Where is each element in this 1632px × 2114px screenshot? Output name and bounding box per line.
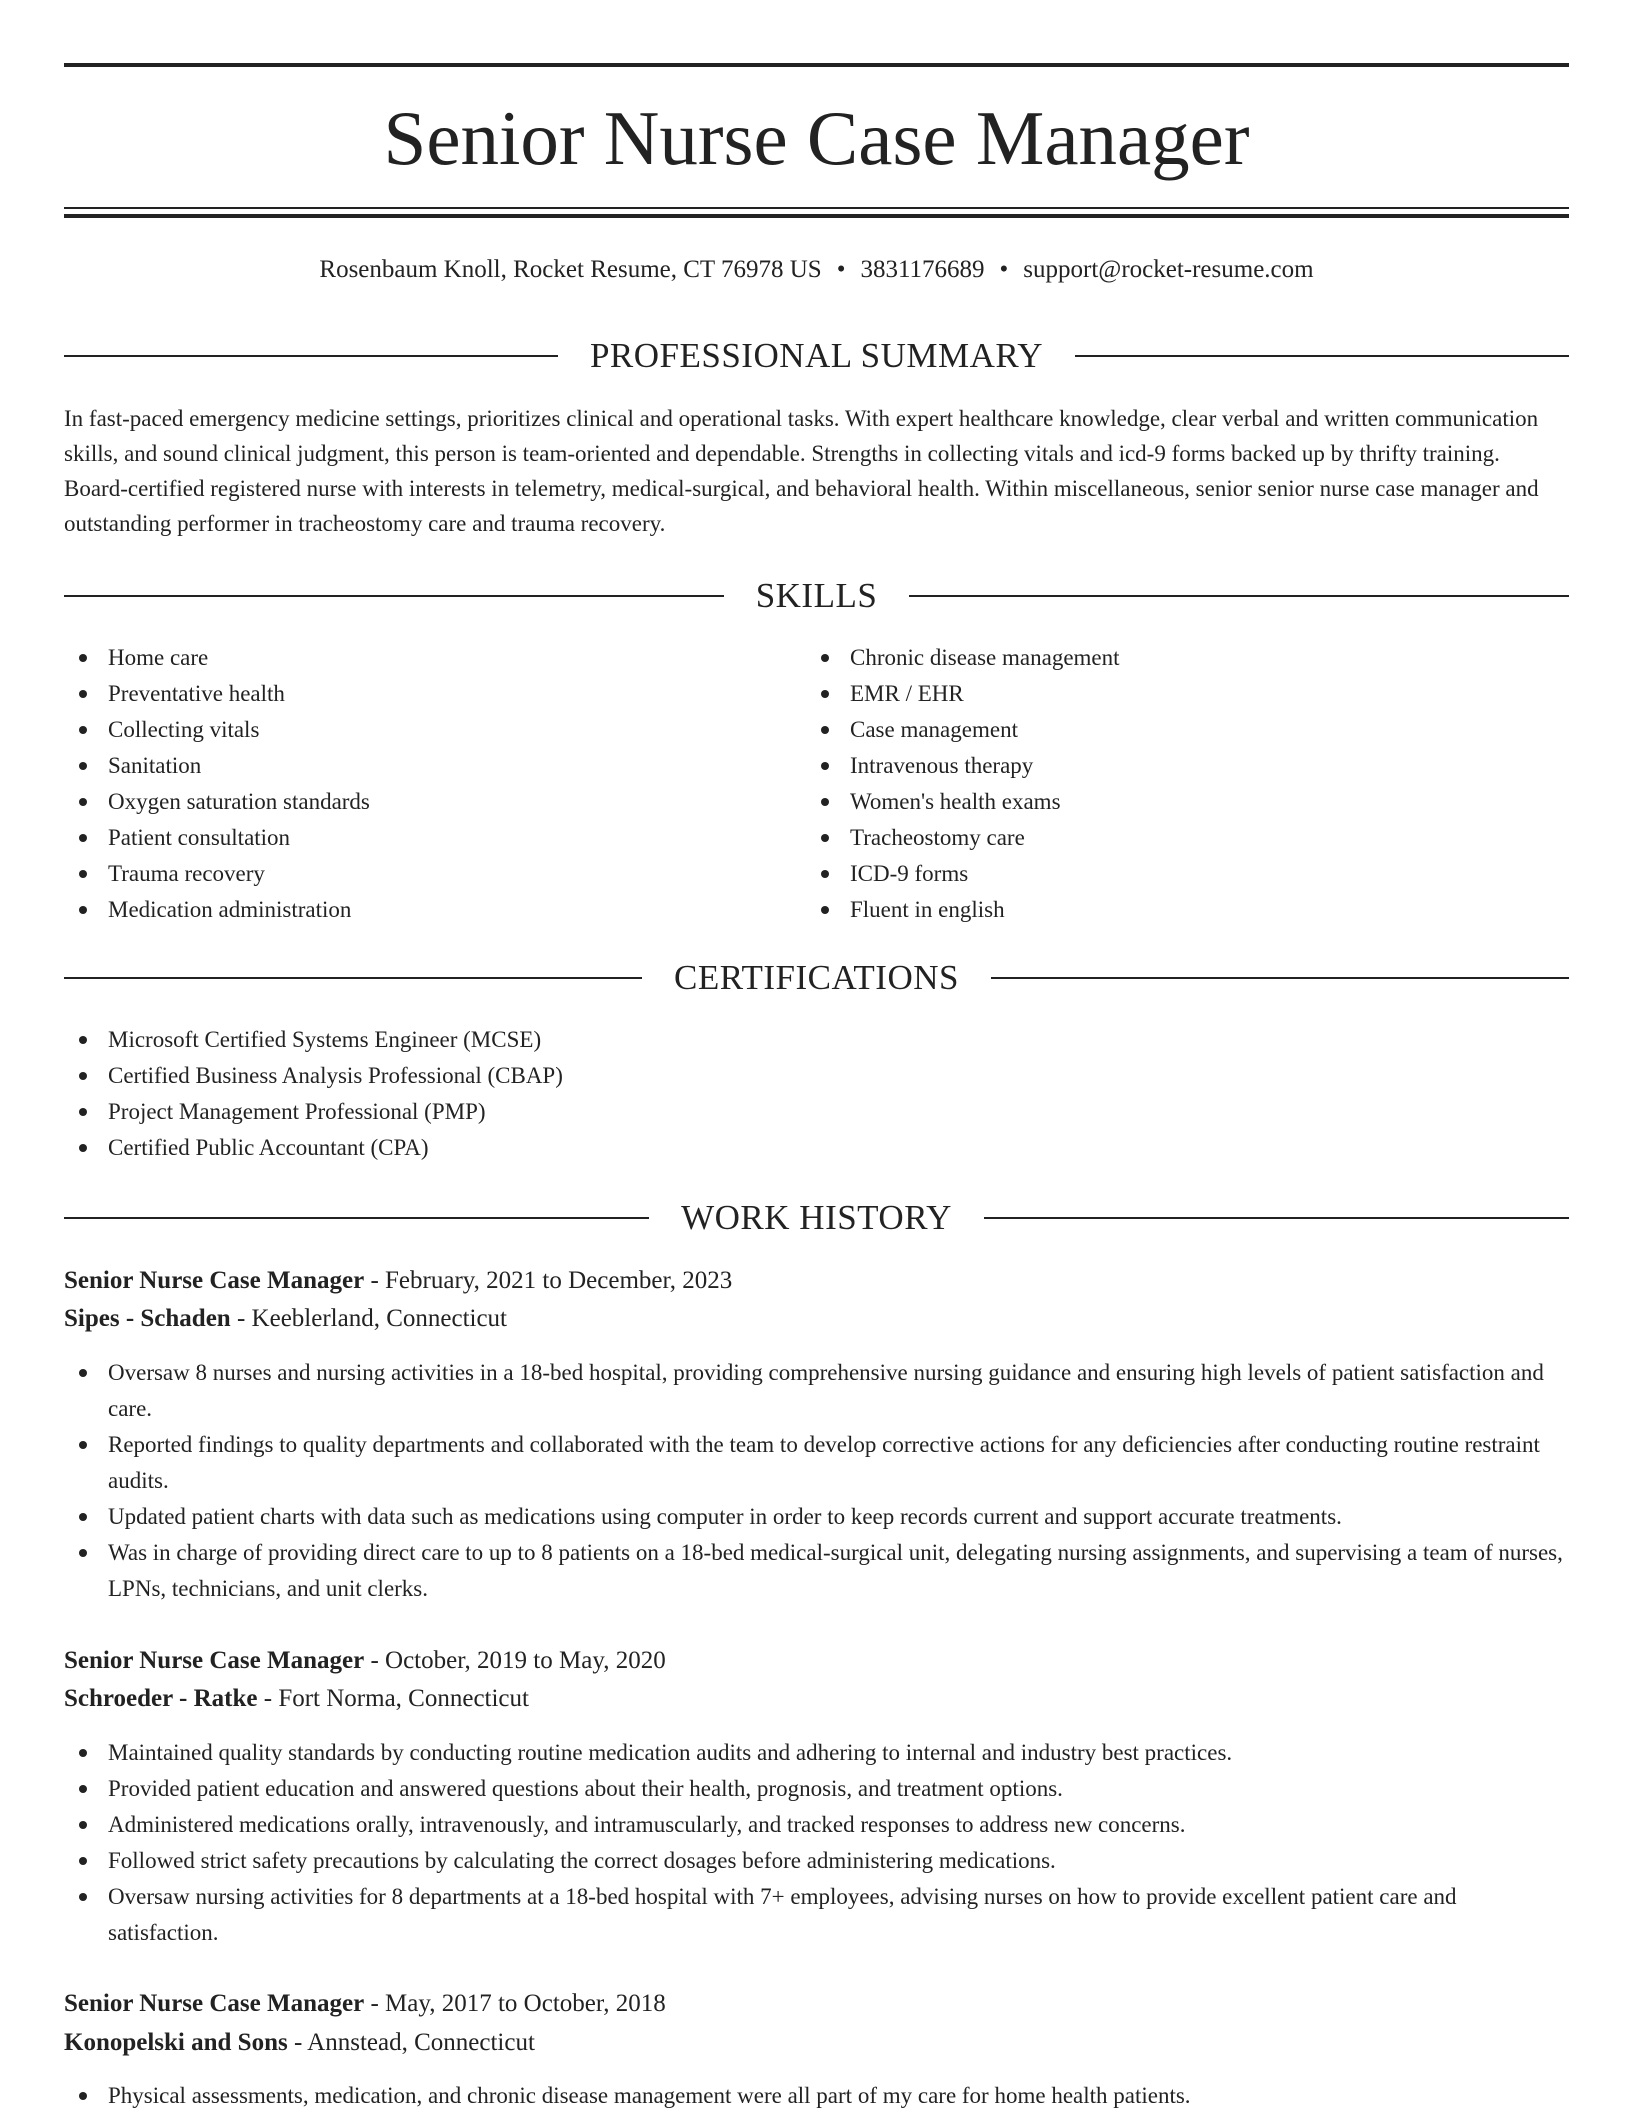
contact-separator: • [836,256,846,283]
skill-item [64,640,764,676]
bullet-icon [821,726,829,734]
skill-item [64,820,764,856]
job-duty-item [64,1735,1569,1771]
job-location: - Keeblerland, Connecticut [230,1305,508,1332]
bullet-icon [79,1549,87,1557]
job-dates: - October, 2019 to May, 2020 [364,1647,666,1674]
heading-rule-left [64,977,642,979]
page-title: Senior Nurse Case Manager [383,95,1250,181]
job-duty-item [64,2078,1569,2114]
skill-item-text: EMR / EHR [850,681,964,706]
bullet-icon [79,1821,87,1829]
skill-item [64,784,764,820]
job-company: Sipes - Schaden [64,1305,231,1332]
job-duties-list [64,1735,1569,1951]
bullet-icon [821,798,829,806]
skill-item [806,640,1566,676]
skill-item-text: Sanitation [108,753,202,778]
heading-rule-right [909,595,1569,597]
certification-item-text: Project Management Professional (PMP) [108,1099,486,1124]
skill-item-text: Women's health exams [850,789,1061,814]
certification-item-text: Microsoft Certified Systems Engineer (MCSE) [108,1027,542,1052]
job-title-line [64,1264,732,1298]
heading-rule-right [984,1217,1569,1219]
contact-separator: • [999,256,1009,283]
work-history-heading-label: WORK HISTORY [681,1198,952,1237]
job-duty-item [64,1355,1569,1427]
job-duty-item-text: Reported findings to quality departments and collaborated with the team to develop corrective actions for any deficiencies after conducting routine restraint audits. [108,1432,1540,1493]
work-history-heading [64,1198,1569,1238]
job-title-line [64,1987,666,2021]
job-duty-item [64,1771,1569,1807]
skill-item [64,892,764,928]
skill-item [806,712,1566,748]
skill-item-text: Medication administration [108,897,352,922]
bullet-icon [79,1369,87,1377]
summary-heading-label: PROFESSIONAL SUMMARY [589,336,1044,375]
bullet-icon [79,834,87,842]
skill-item [806,784,1566,820]
certifications-heading-label: CERTIFICATIONS [674,958,959,997]
bullet-icon [79,1036,87,1044]
job-duty-item-text: Updated patient charts with data such as medications using computer in order to keep records current and support accurate treatments. [108,1504,1342,1529]
job-duty-item-text: Maintained quality standards by conducting routine medication audits and adhering to internal and industry best practices. [108,1740,1233,1765]
certifications-list [64,1022,1564,1166]
certification-item [64,1058,1564,1094]
bullet-icon [79,762,87,770]
skill-item [64,712,764,748]
job-duty-item [64,1807,1569,1843]
job-company-line [64,1302,507,1336]
job-company: Schroeder - Ratke [64,1685,258,1712]
contact-phone: 3831176689 [860,256,985,283]
bullet-icon [79,1441,87,1449]
job-duty-item-text: Oversaw 8 nurses and nursing activities in a 18-bed hospital, providing comprehensive nursing guidance and ensuring high levels of patient satisfaction and care. [108,1360,1544,1421]
contact-line [64,254,1569,286]
bullet-icon [821,870,829,878]
bullet-icon [79,1749,87,1757]
bullet-icon [79,1893,87,1901]
job-duty-item-text: Followed strict safety precautions by calculating the correct dosages before administering medications. [108,1848,1056,1873]
skill-item-text: Collecting vitals [108,717,260,742]
job-dates: - May, 2017 to October, 2018 [364,1990,666,2017]
job-location: - Annstead, Connecticut [287,2029,535,2056]
skill-item-text: Trauma recovery [108,861,265,886]
skill-item [806,856,1566,892]
certification-item-text: Certified Public Accountant (CPA) [108,1135,429,1160]
job-duty-item [64,1535,1569,1607]
contact-address: Rosenbaum Knoll, Rocket Resume, CT 76978 US [319,256,822,283]
skill-item-text: Home care [108,645,209,670]
job-dates: - February, 2021 to December, 2023 [364,1267,733,1294]
bullet-icon [79,1108,87,1116]
job-duty-item [64,1427,1569,1499]
bullet-icon [79,690,87,698]
title-bottom-rule-1 [64,207,1569,209]
job-duty-item [64,1499,1569,1535]
skill-item [806,748,1566,784]
bullet-icon [79,1513,87,1521]
skill-item-text: ICD-9 forms [850,861,969,886]
bullet-icon [821,762,829,770]
bullet-icon [79,906,87,914]
job-duties-list [64,2078,1569,2114]
heading-rule-right [1075,355,1569,357]
skill-item [806,676,1566,712]
job-title: Senior Nurse Case Manager [64,1647,365,1674]
bullet-icon [821,834,829,842]
bullet-icon [821,654,829,662]
certification-item [64,1094,1564,1130]
skills-list-right [806,640,1566,928]
job-duty-item [64,1879,1569,1951]
job-company-line [64,1682,529,1716]
skill-item [64,856,764,892]
heading-rule-left [64,355,558,357]
bullet-icon [79,726,87,734]
certification-item-text: Certified Business Analysis Professional (CBAP) [108,1063,563,1088]
bullet-icon [79,1857,87,1865]
job-duty-item [64,1843,1569,1879]
job-duty-item-text: Physical assessments, medication, and chronic disease management were all part of my care for home health patients. [108,2083,1191,2108]
heading-rule-left [64,595,724,597]
job-company-line [64,2026,535,2060]
job-duty-item-text: Administered medications orally, intravenously, and intramuscularly, and tracked responses to address new concerns. [108,1812,1186,1837]
skill-item-text: Intravenous therapy [850,753,1034,778]
bullet-icon [79,654,87,662]
heading-rule-right [991,977,1569,979]
bullet-icon [79,1785,87,1793]
bullet-icon [79,2092,87,2100]
skill-item-text: Oxygen saturation standards [108,789,370,814]
job-duty-item-text: Provided patient education and answered questions about their health, prognosis, and treatment options. [108,1776,1063,1801]
bullet-icon [79,1144,87,1152]
bullet-icon [79,1072,87,1080]
bullet-icon [79,870,87,878]
heading-rule-left [64,1217,649,1219]
skills-heading-label: SKILLS [755,576,878,615]
job-title: Senior Nurse Case Manager [64,1267,365,1294]
skill-item-text: Fluent in english [850,897,1005,922]
skill-item [806,820,1566,856]
title-top-rule [64,63,1569,67]
job-title: Senior Nurse Case Manager [64,1990,365,2017]
skill-item [806,892,1566,928]
certification-item [64,1130,1564,1166]
job-title-line [64,1644,666,1678]
skill-item-text: Tracheostomy care [850,825,1025,850]
skills-list-left [64,640,764,928]
contact-email: support@rocket-resume.com [1023,256,1314,283]
job-duty-item-text: Was in charge of providing direct care to up to 8 patients on a 18-bed medical-surgical unit, delegating nursing assignments, and supervising a team of nurses, LPNs, technicians, and unit clerks. [108,1540,1563,1601]
skill-item-text: Chronic disease management [850,645,1120,670]
skills-heading [64,576,1569,616]
job-duties-list [64,1355,1569,1607]
summary-heading [64,336,1569,376]
bullet-icon [821,906,829,914]
skill-item-text: Case management [850,717,1018,742]
skill-item-text: Patient consultation [108,825,291,850]
certification-item [64,1022,1564,1058]
job-company: Konopelski and Sons [64,2029,288,2056]
skill-item-text: Preventative health [108,681,285,706]
job-location: - Fort Norma, Connecticut [257,1685,529,1712]
job-duty-item-text: Oversaw nursing activities for 8 departments at a 18-bed hospital with 7+ employees, advising nurses on how to provide excellent patient care and satisfaction. [108,1884,1457,1945]
title-bottom-rule-2 [64,214,1569,218]
summary-text: In fast-paced emergency medicine settings, prioritizes clinical and operational tasks. With expert healthcare knowledge, clear verbal and written communication skills, and sound clinical judgment, this person is team-oriented and dependable. Strengths in collecting vitals and icd-9 forms backed up by thrifty training. Board-certified registered nurse with interests in telemetry, medical-surgical, and behavioral health. Within miscellaneous, senior senior nurse case manager and outstanding performer in tracheostomy care and trauma recovery. [64,406,1539,536]
bullet-icon [821,690,829,698]
skill-item [64,676,764,712]
skill-item [64,748,764,784]
certifications-heading [64,958,1569,998]
bullet-icon [79,798,87,806]
